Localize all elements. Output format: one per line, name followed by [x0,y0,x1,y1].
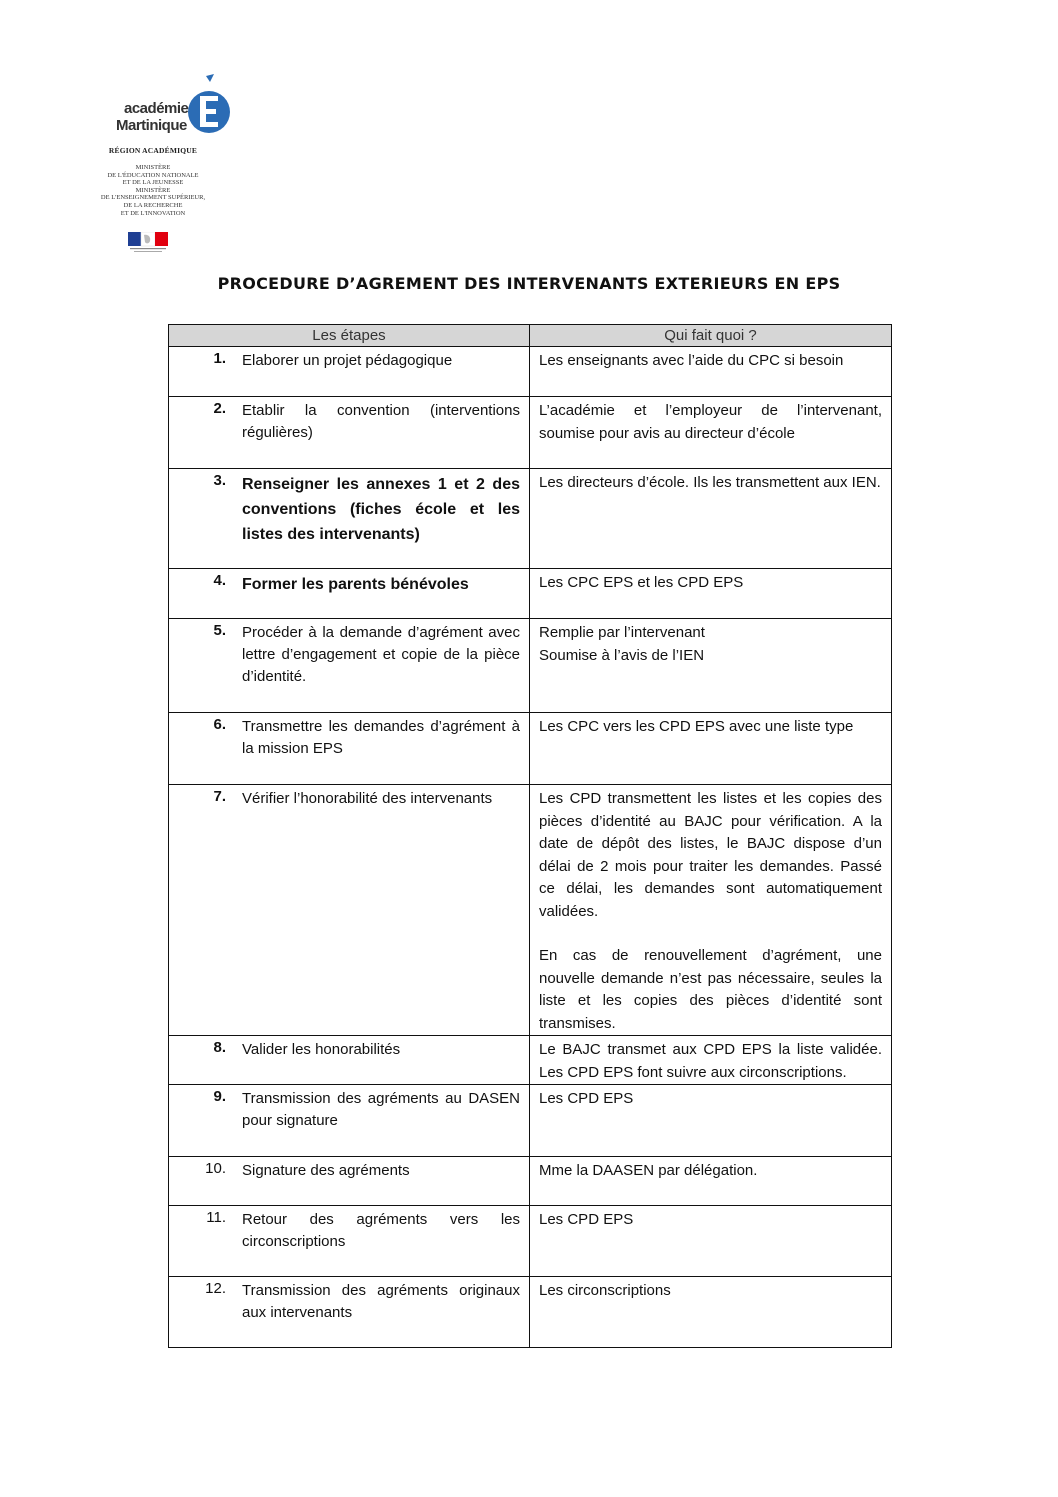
logo-line-academie: académie [124,100,189,117]
responsible-paragraph: Les circonscriptions [539,1282,671,1299]
responsible-cell [530,1157,892,1206]
responsible-text [530,569,891,595]
region-label: RÉGION ACADÉMIQUE [108,146,198,155]
step-description: Renseigner les annexes 1 et 2 des conventions (fiches école et les listes des intervenants) [242,476,520,543]
responsible-paragraph: Les CPD EPS [539,1090,634,1107]
table-row [169,1277,892,1348]
responsible-cell [530,1206,892,1277]
table-body [169,347,892,1348]
step-description: Vérifier l’honorabilité des intervenants [242,790,493,807]
table-row [169,713,892,785]
ministry-line: MINISTÈRE [135,186,171,194]
academy-logo [78,74,228,259]
step-number: 6. [213,716,226,733]
step-cell [169,785,530,1036]
step-description: Etablir la convention (interventions régulières) [242,402,520,441]
step-number: 1. [213,350,226,367]
step-cell [169,1085,530,1157]
step-cell [169,347,530,397]
responsible-paragraph: Mme la DAASEN par délégation. [539,1162,758,1179]
responsible-cell [530,1277,892,1348]
responsible-cell [530,713,892,785]
responsible-paragraph: Les CPD EPS [539,1211,634,1228]
responsible-text [530,619,891,667]
table-row [169,1085,892,1157]
step-description: Valider les honorabilités [242,1041,401,1058]
step-description: Signature des agréments [242,1162,410,1179]
step-description: Transmission des agréments originaux aux intervenants [242,1282,520,1321]
ministry-text [78,164,228,217]
responsible-cell [530,397,892,469]
step-number: 11. [206,1209,226,1226]
responsible-text [530,1277,891,1303]
step-number: 12. [205,1280,226,1297]
table-row [169,619,892,713]
responsible-text [530,785,891,1035]
responsible-text [530,1036,891,1084]
step-description: Procéder à la demande d’agrément avec lettre d’engagement et copie de la pièce d’identité. [242,624,520,685]
step-number: 4. [213,572,226,589]
step-cell [169,1036,530,1085]
ministry-line: DE L'ÉDUCATION NATIONALE [107,171,199,179]
table-row [169,1206,892,1277]
table-row [169,785,892,1036]
responsible-text [530,713,891,739]
table-row [169,469,892,569]
responsible-text [530,469,891,495]
step-cell [169,713,530,785]
step-description: Former les parents bénévoles [242,576,469,593]
table-header-row [169,325,892,347]
step-cell [169,619,530,713]
table-row [169,1157,892,1206]
page-title: PROCEDURE D’AGREMENT DES INTERVENANTS EXTERIEURS EN EPS [217,274,841,293]
responsible-cell [530,347,892,397]
procedure-table [168,324,892,1348]
responsible-cell [530,1085,892,1157]
column-header-steps: Les étapes [169,325,530,347]
step-description: Transmission des agréments au DASEN pour signature [242,1090,520,1129]
responsible-text [530,1085,891,1111]
responsible-paragraph: En cas de renouvellement d’agrément, une nouvelle demande n’est pas nécessaire, seules la liste et les copies des pièces d’identité sont transmises. [539,947,882,1032]
responsible-paragraph: Les directeurs d’école. Ils les transmettent aux IEN. [539,474,881,491]
responsible-cell [530,469,892,569]
ministry-line: DE L'ENSEIGNEMENT SUPÉRIEUR, [100,194,206,202]
marianne-flag-icon [128,232,168,254]
step-cell [169,1277,530,1348]
responsible-cell [530,619,892,713]
step-number: 7. [213,788,226,805]
step-number: 2. [213,400,226,417]
step-description: Retour des agréments vers les circonscriptions [242,1211,520,1250]
responsible-cell [530,569,892,619]
step-description: Transmettre les demandes d’agrément à la mission EPS [242,718,520,757]
ministry-line: ET DE L'INNOVATION [120,209,186,217]
responsible-text [530,397,891,445]
step-cell [169,569,530,619]
step-number: 9. [213,1088,226,1105]
responsible-paragraph: Les CPD transmettent les listes et les copies des pièces d’identité au BAJC pour vérification. A la date de dépôt des listes, le BAJC dispose d’un délai de 2 mois pour traiter les demandes. Passé ce délai, les demandes sont automatiquement validées. [539,790,882,920]
responsible-cell [530,1036,892,1085]
responsible-paragraph: Les CPC EPS et les CPD EPS [539,574,744,591]
step-number: 5. [213,622,226,639]
responsible-paragraph: Les enseignants avec l’aide du CPC si besoin [539,352,844,369]
ministry-line: ET DE LA JEUNESSE [122,179,184,187]
table-row [169,1036,892,1085]
column-header-who: Qui fait quoi ? [530,325,892,347]
step-number: 3. [213,472,226,489]
table-row [169,347,892,397]
step-cell [169,469,530,569]
step-description: Elaborer un projet pédagogique [242,352,453,369]
responsible-cell [530,785,892,1036]
step-cell [169,1206,530,1277]
responsible-paragraph: Le BAJC transmet aux CPD EPS la liste validée. Les CPD EPS font suivre aux circonscriptions. [539,1041,882,1081]
responsible-text [530,1157,891,1183]
step-number: 8. [213,1039,226,1056]
table-row [169,397,892,469]
e-accent-logo-icon [186,74,232,140]
responsible-paragraph: Les CPC vers les CPD EPS avec une liste type [539,718,854,735]
responsible-paragraph: L’académie et l’employeur de l’intervenant, soumise pour avis au directeur d’école [539,402,882,442]
logo-line-martinique: Martinique [116,117,187,134]
responsible-text [530,1206,891,1232]
step-cell [169,1157,530,1206]
academy-logo-mark [96,74,236,144]
ministry-line: MINISTÈRE [135,164,171,171]
table-row [169,569,892,619]
step-number: 10. [205,1160,226,1177]
step-cell [169,397,530,469]
responsible-text [530,347,891,373]
ministry-line: DE LA RECHERCHE [123,201,183,209]
responsible-paragraph: Remplie par l’intervenant Soumise à l’avis de l’IEN [539,624,705,664]
